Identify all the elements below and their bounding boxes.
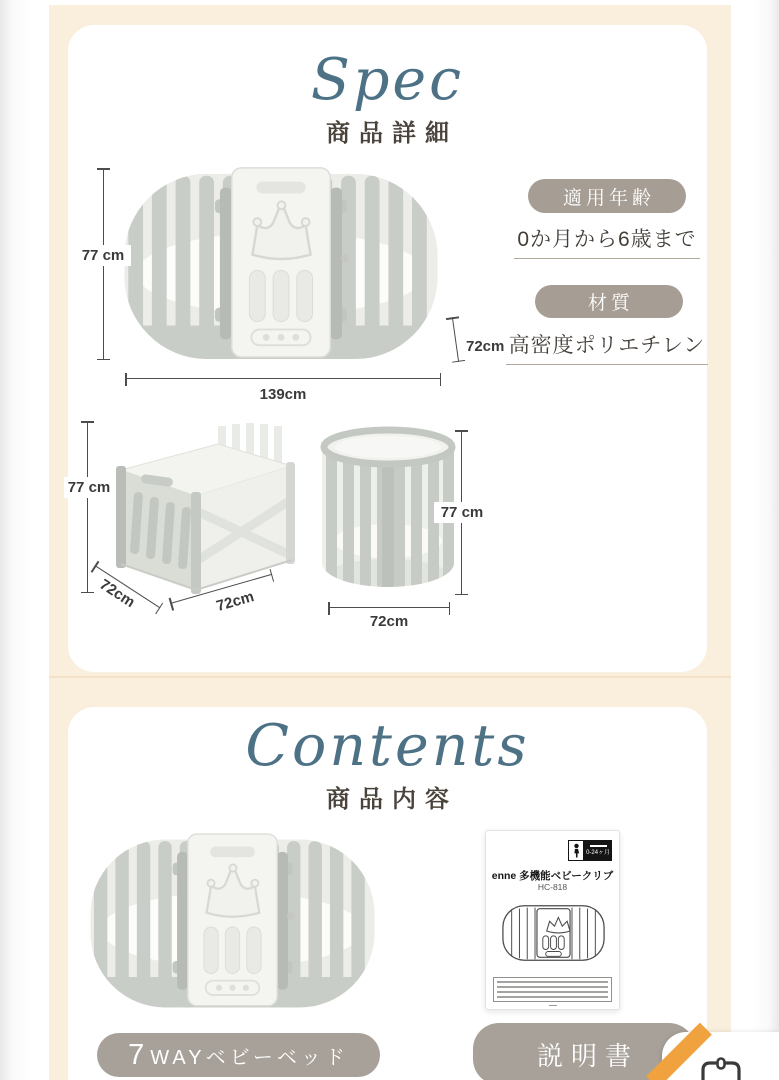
age-value: 0か月から6歳まで <box>488 223 726 259</box>
contents-subtitle: 商品内容 <box>326 784 458 813</box>
item-7way-text: WAYベビーベッド <box>150 1046 349 1069</box>
manual-age-badge-caption-line <box>590 845 607 847</box>
item-label-manual: 説明書 <box>473 1023 695 1080</box>
dim-label-desk-height: 77 cm <box>64 477 114 498</box>
material-badge: 材質 <box>535 285 683 318</box>
dim-line-desk-height <box>87 421 88 593</box>
dim-label-round-width: 72cm <box>369 613 409 630</box>
desk-config-photo <box>96 418 306 598</box>
dim-label-main-width: 139cm <box>259 386 307 403</box>
manual-lineart-crib <box>500 899 607 965</box>
material-value: 高密度ポリエチレン <box>488 329 726 365</box>
item-label-7way-bed <box>97 1033 380 1077</box>
crib-photo-main <box>118 160 444 362</box>
dim-label-main-height: 77 cm <box>75 245 131 266</box>
crib-photo-contents <box>85 820 380 1017</box>
page-right-margin <box>731 0 779 1080</box>
spec-title: Spec <box>310 47 465 113</box>
dim-line-main-depth <box>452 317 459 362</box>
contents-card <box>68 707 707 1080</box>
manual-model: HC-818 <box>537 882 568 892</box>
spec-card <box>68 25 707 672</box>
manual-title: enne 多機能ベビークリブ <box>491 870 614 882</box>
manual-fine-print <box>493 977 612 1002</box>
contents-title: Contents <box>245 713 530 779</box>
dim-line-main-width <box>125 378 441 379</box>
dim-line-round-width <box>328 607 450 608</box>
section-divider <box>49 676 731 678</box>
manual-age-badge <box>568 840 612 861</box>
dim-label-main-depth: 72cm <box>466 338 505 355</box>
dim-label-desk-depth: 72cm <box>96 575 138 612</box>
page-left-margin <box>0 0 49 1080</box>
tag-icon[interactable] <box>699 1057 743 1080</box>
manual-page-number <box>549 1005 557 1006</box>
manual-age-badge-value: 0-24ヶ月 <box>584 840 612 861</box>
age-badge: 適用年齢 <box>528 179 686 213</box>
manual-sheet <box>485 830 620 1010</box>
dim-label-desk-width: 72cm <box>214 588 256 615</box>
spec-subtitle: 商品詳細 <box>326 118 458 147</box>
item-7way-number: 7 <box>128 1038 145 1071</box>
person-icon <box>568 840 584 861</box>
dim-label-round-height: 77 cm <box>434 502 490 523</box>
